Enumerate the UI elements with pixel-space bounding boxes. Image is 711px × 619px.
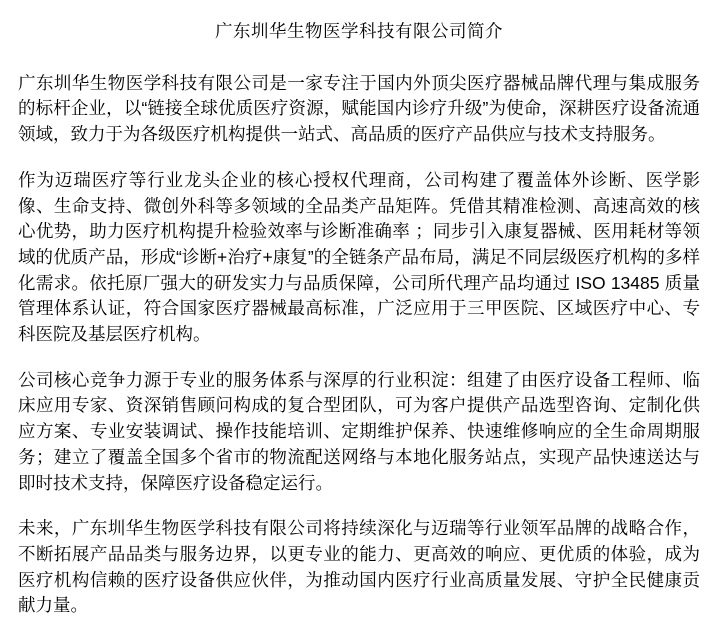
- paragraph-product-matrix: 作为迈瑞医疗等行业龙头企业的核心授权代理商，公司构建了覆盖体外诊断、医学影像、生命支持、微创外科等多领域的全品类产品矩阵。凭借其精准检测、高速高效的核心优势，助力医疗机构提升检验效率与诊断准确率 ；同步引入康复器械、医用耗材等领域的优质产品，形成“诊断+治疗+康复”的全链条产品布局，满足不同层级医疗机构的多样化需求。依托原厂强大的研发实力与品质保障，公司所代理产品均通过 ISO 13485 质量管理体系认证，符合国家医疗器械最高标准，广泛应用于三甲医院、区域医疗中心、专科医院及基层医疗机构。: [18, 169, 700, 345]
- paragraph-future-outlook: 未来，广东圳华生物医学科技有限公司将持续深化与迈瑞等行业领军品牌的战略合作，不断拓展产品品类与服务边界，以更专业的能力、更高效的响应、更优质的体验，成为医疗机构信赖的医疗设备供应伙伴，为推动国内医疗行业高质量发展、守护全民健康贡献力量。: [18, 518, 700, 616]
- document-title: 广东圳华生物医学科技有限公司简介: [215, 21, 503, 41]
- paragraph-service-system: 公司核心竞争力源于专业的服务体系与深厚的行业积淀：组建了由医疗设备工程师、临床应用专家、资深销售顾问构成的复合型团队，可为客户提供产品选型咨询、定制化供应方案、专业安装调试、操作技能培训、定期维护保养、快速维修响应的全生命周期服务；建立了覆盖全国多个省市的物流配送网络与本地化服务站点，实现产品快速送达与即时技术支持，保障医疗设备稳定运行。: [18, 369, 700, 493]
- paragraph-company-overview: 广东圳华生物医学科技有限公司是一家专注于国内外顶尖医疗器械品牌代理与集成服务的标杆企业，以“链接全球优质医疗资源，赋能国内诊疗升级”为使命，深耕医疗设备流通领域，致力于为各级医疗机构提供一站式、高品质的医疗产品供应与技术支持服务。: [18, 72, 700, 145]
